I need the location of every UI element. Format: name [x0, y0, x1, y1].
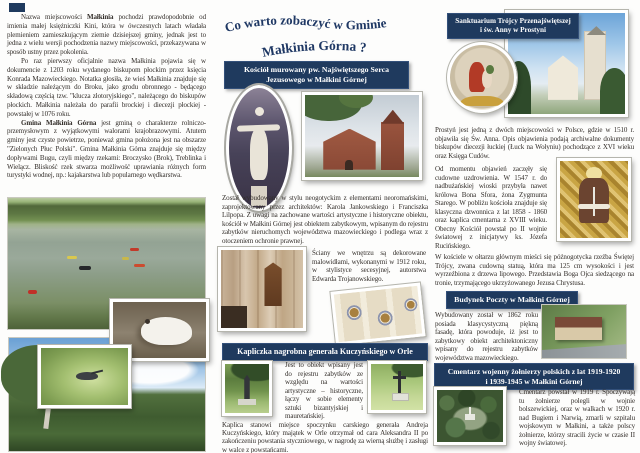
kayak-yellow [67, 256, 77, 259]
pulpit-shape [264, 262, 281, 306]
plate-gold-base-shape [460, 96, 505, 106]
church-interior-photo [218, 247, 306, 331]
cross-base-shape [392, 393, 410, 402]
holy-trinity-icon-photo [557, 158, 631, 241]
corner-mark [9, 3, 25, 12]
boat-dark [79, 266, 91, 270]
road-shape [541, 344, 627, 359]
banner-church-malkinia: Kościół murowany pw. Najświętszego Serca Jezusowego w Małkini Górnej [224, 61, 409, 89]
kayak-red-2 [134, 264, 145, 267]
svg-text:Co warto zobaczyć w Gminie [223, 12, 387, 34]
stork-shape [76, 372, 99, 381]
kayak-red-1 [130, 248, 139, 251]
war-cemetery-photo [434, 387, 506, 445]
paragraph-murals: Ściany we wnętrzu są dekorowane malowidłami, wykonanymi w 1912 roku, w stylistyce secesyjnej, autorstwa Edwarda Trojanowskiego. [312, 249, 426, 283]
paragraph-chapel-general: Kaplica stanowi miejsce spoczynku carskiego generała Andreja Kuczyńskiego, który majątek w Orle otrzymał od cara Aleksandra II po zakończeniu powstania styczniowego, w nagrodę za wierną służbę i zasługi w walce z powstańcami. [222, 421, 428, 453]
paragraph-church-history: Został wybudowany w stylu neogotyckim z elementami neoromańskimi, zaprojektowany przez architektów: Karola Jankowskiego i Franciszka Lilpopa. Z uwagi na zachowane wartości artystyczne i historyczne obiektu, kościół w Małkini Górnej jest obiektem zabytkowym, wpisanym do rejestru zabytków nieruchomych województwa mazowieckiego i podlega wraz z otoczeniem ochronie prawnej. [222, 194, 428, 245]
banner-post-office: Budynek Poczty w Małkini Górnej [446, 291, 578, 309]
paragraph-post-office: Wybudowany został w 1862 roku posiada klasycystyczną piękną fasadę, która powoduje, iż jest to zabytkowy obiekt architektoniczny wpisany do rejestru zabytków województwa mazowieckiego. [435, 311, 538, 362]
church-spire-shape [381, 110, 404, 124]
chapel-monument-photo-1 [222, 361, 272, 416]
chapel-monument-photo-2 [368, 361, 426, 413]
banner-sanctuary [447, 13, 579, 39]
stork-photo [38, 345, 131, 408]
scroll-shape [578, 204, 611, 209]
banner-cemetery-line2: i 1939-1945 w Małkini Górnej [485, 376, 583, 386]
paragraph-miracles: Od momentu objawień zaczęły się cudowne uzdrowienia. W 1547 r. do nadbużańskiej wioski przybyła nawet królowa Bona Sfora, żona Zygmunta Starego. W pobliżu kościoła znajduje się klasyczna dzwonnica z lat 1858 - 1860 oraz kaplica cmentarna z XVIII wieku. Obecny Kościół powstał po II wojnie światowej z inicjatywy ks. Józefa Rucińskiego. [435, 165, 547, 250]
paragraph-trinity-sculpture: W kościele w ołtarzu głównym mieści się późnogotycka rzeźba Świętej Trójcy, zwana cudowną statuą, która ma 125 cm wysokości i jest wyrzeźbiona z drzewa lipowego. Przedstawia Boga Ojca siedzącego na tronie, trzymającego ukrzyżowanego Jezusa Chrystusa. [435, 253, 634, 287]
swan-head-shape [145, 319, 150, 324]
green-figure-shape [486, 65, 494, 74]
chapel-monument-shape [241, 375, 252, 400]
banner-sanctuary-line2: i św. Anny w Prostyni [480, 26, 546, 35]
cemetery-cross-shape [469, 407, 471, 415]
icon-cross-shape [593, 187, 596, 216]
brick-church-photo [302, 92, 422, 180]
banner-cemetery-line1: Cmentarz wojenny żołnierzy polskich z lat 1919-1920 [447, 367, 621, 376]
cross-horizontal-shape [393, 376, 407, 379]
church-door-shape [345, 160, 353, 170]
paragraph-chapel-register: Jest to obiekt wpisany jest do rejestru zabytków ze względu na wartości artystyczne – historyczne, łączy w sobie elementy sztuki bizantyjskiej i mauretańskiej. [285, 361, 363, 420]
paragraph-gmina-description: Gmina Małkinia Górna jest gminą o charakterze rolniczo-przemysłowym z wyjątkowymi walorami krajobrazowymi. Atutem gminy jest czyste powietrze, ponieważ gmina położona jest na obszarze "Zielonych Płuc Polski". Gmina Małkinia Górna znajduje się między dopływami Bugu, czyli między rzekami: Broczysko (Brok), Treblinka i Wielącz. Bliskość rzek stwarza możliwość uprawiania różnych form turystyki wodnej, np.: kajakarstwa lub popularnego wędkarstwa. [7, 118, 206, 180]
kayak-yellow-2 [122, 257, 129, 260]
svg-text:Małkinia Górna ? [261, 38, 368, 60]
main-title [221, 11, 427, 61]
conifer-shape-2 [600, 68, 628, 114]
paragraph-name-origin: Nazwa miejscowości Małkinia pochodzi prawdopodobnie od imienia małej księżniczki Kini, która w ówczesnych latach władała plemieniem zamieszkującym ziemie dzisiejszej gminy, jednak jest to jedna z wielu wersji pochodzenia nazwy miejscowości, przekazywana w sposób ustny przez pokolenia. [7, 13, 206, 57]
title-line-1: Co warto zobaczyć w Gminie [223, 12, 388, 35]
kayak-red-3 [28, 290, 37, 294]
title-line-2: Małkinia Górna ? [260, 37, 368, 60]
st-anne-plate-photo [447, 42, 517, 113]
left-history-text [7, 13, 206, 180]
paragraph-cemetery: Cmentarz powstał w 1919 r. Spoczywają tu żołnierze polegli w wojnie bolszewickiej, oraz w walkach w 1920 r. nad Bugiem i Narwią, zmarli w szpitalu wojskowym w Małkini, a także polscy żołnierze, którzy stracili życie w czasie II wojny światowej. [519, 388, 635, 447]
post-building-shape [555, 317, 602, 340]
pews-shape [221, 306, 247, 328]
banner-sanctuary-line1: Sanktuarium Trójcy Przenajświętszej [455, 17, 571, 25]
chapel-base-shape [238, 399, 256, 405]
stork-beak-shape [91, 369, 103, 373]
sanctuary-nave-shape [548, 55, 578, 99]
church-tower-shape [381, 122, 404, 170]
banner-chapel-orlo: Kapliczka nagrobna generała Kuczyńskiego w Orle [222, 343, 428, 361]
cross-vertical-shape [398, 371, 401, 393]
paragraph-first-mention: Po raz pierwszy oficjalnie nazwa Małkinia pojawia się w dokumencie z 1203 roku wydanego biskupom płockim przez księcia Konrada Mazowieckiego. Notatka głosiła, że wieś Małkinia znajduje się w składzie należącym do Broku, jako grodu obronnego - będącego składową częścią tzw. "klucza złotoryjskiego", należącego do biskupów płockich. Małkinia należała do parafii brockiej i diecezji płockiej - powstałej w 1076 roku. [7, 56, 206, 118]
jesus-statue-oval-photo [226, 85, 292, 211]
post-office-aerial-photo [541, 304, 627, 359]
statue-body-shape [250, 128, 268, 181]
murals-photo [330, 282, 425, 345]
statue-head-shape [255, 107, 264, 116]
paragraph-prostyn-apparition: Prostyń jest jedną z dwóch miejscowości w Polsce, gdzie w 1510 r. objawiła się Św. Anna. Opis objawienia podają archiwalne dokumenty biskupów diecezji łuckiej (Łuck na Wołyniu) pochodzące z XVI wieku oraz Księga Cudów. [435, 126, 634, 160]
